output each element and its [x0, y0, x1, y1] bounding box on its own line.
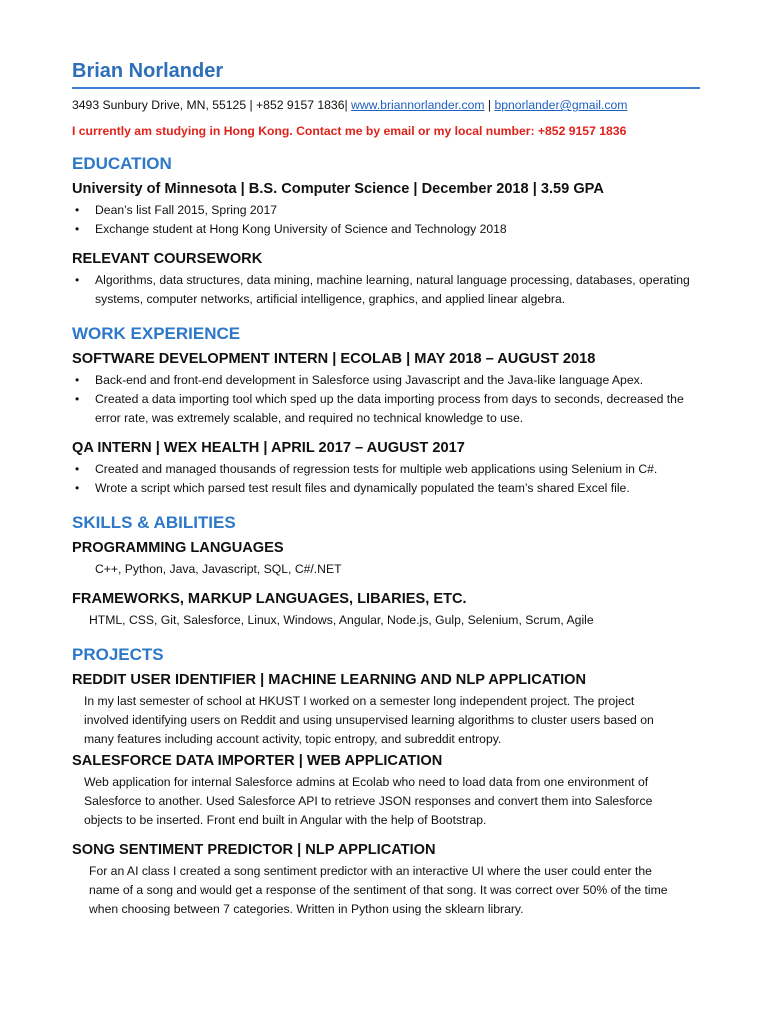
bullet-text: Dean’s list Fall 2015, Spring 2017	[95, 203, 278, 217]
project-description	[84, 692, 700, 749]
list-item: • Created and managed thousands of regression tests for multiple web applications using Selenium in C#.	[75, 462, 658, 476]
list-item: • Back-end and front-end development in Salesforce using Javascript and the Java-like language Apex.	[75, 373, 644, 387]
bullet-text: Created a data importing tool which sped up the data importing process from days to seconds, decreased the error rate, was extremely scalable, and required no technical knowledge to use.	[95, 392, 684, 425]
project-heading: REDDIT USER IDENTIFIER | MACHINE LEARNING AND NLP APPLICATION	[72, 672, 587, 688]
contact-separator: |	[484, 98, 495, 112]
degree-heading: University of Minnesota | B.S. Computer Science | December 2018 | 3.59 GPA	[72, 181, 604, 197]
project-description	[89, 862, 700, 919]
bullet-text: Back-end and front-end development in Salesforce using Javascript and the Java-like language Apex.	[95, 373, 644, 387]
text-line: many features including account activity, topic entropy, and subreddit entropy.	[84, 732, 502, 746]
list-item: • Dean’s list Fall 2015, Spring 2017	[75, 203, 278, 217]
education-title: EDUCATION	[72, 154, 172, 173]
education-bullets	[72, 201, 700, 239]
list-item: • Algorithms, data structures, data mining, machine learning, natural language processing, databases, operating systems, computer networks, artificial intelligence, graphics, and applied linear algebra.	[75, 273, 690, 306]
contact-notice: I currently am studying in Hong Kong. Contact me by email or my local number: +852 9157 1836	[72, 124, 627, 138]
email-link[interactable]: bpnorlander@gmail.com	[494, 98, 628, 112]
bullet-text: Exchange student at Hong Kong University of Science and Technology 2018	[95, 222, 507, 236]
job-bullets	[72, 460, 700, 498]
list-item: • Exchange student at Hong Kong University of Science and Technology 2018	[75, 222, 507, 236]
project-heading: SONG SENTIMENT PREDICTOR | NLP APPLICATION	[72, 842, 436, 858]
bullet-text: Wrote a script which parsed test result files and dynamically populated the team’s shared Excel file.	[95, 481, 630, 495]
coursework-heading: RELEVANT COURSEWORK	[72, 251, 263, 267]
contact-line	[72, 97, 700, 113]
header-rule	[72, 87, 700, 89]
text-line: Salesforce to another. Used Salesforce API to retrieve JSON responses and convert them into Salesforce	[84, 794, 653, 808]
address-text: 3493 Sunbury Drive, MN, 55125 | +852 9157 1836|	[72, 98, 352, 112]
website-link[interactable]: www.briannorlander.com	[351, 98, 485, 112]
candidate-name: Brian Norlander	[72, 60, 224, 82]
text-line: In my last semester of school at HKUST I worked on a semester long independent project. The project	[84, 694, 635, 708]
projects-title: PROJECTS	[72, 645, 164, 664]
project-heading: SALESFORCE DATA IMPORTER | WEB APPLICATION	[72, 753, 443, 769]
programming-list: C++, Python, Java, Javascript, SQL, C#/.NET	[95, 562, 342, 576]
frameworks-list: HTML, CSS, Git, Salesforce, Linux, Windows, Angular, Node.js, Gulp, Selenium, Scrum, Agile	[89, 613, 594, 627]
text-line: name of a song and would get a response of the sentiment of that song. It was correct over 50% of the time	[89, 883, 668, 897]
list-item: • Wrote a script which parsed test result files and dynamically populated the team’s shared Excel file.	[75, 481, 630, 495]
bullet-text: Created and managed thousands of regression tests for multiple web applications using Selenium in C#.	[95, 462, 658, 476]
skills-title: SKILLS & ABILITIES	[72, 513, 236, 532]
text-line: Web application for internal Salesforce admins at Ecolab who need to load data from one environment of	[84, 775, 649, 789]
text-line: involved identifying users on Reddit and using unsupervised learning algorithms to cluster users based on	[84, 713, 654, 727]
text-line: when choosing between 7 categories. Written in Python using the sklearn library.	[89, 902, 524, 916]
coursework-bullets	[72, 271, 700, 309]
work-title: WORK EXPERIENCE	[72, 324, 241, 343]
programming-heading: PROGRAMMING LANGUAGES	[72, 540, 284, 556]
job-bullets	[72, 371, 700, 428]
job-heading: QA INTERN | WEX HEALTH | APRIL 2017 – AUGUST 2017	[72, 440, 465, 456]
job-heading: SOFTWARE DEVELOPMENT INTERN | ECOLAB | MAY 2018 – AUGUST 2018	[72, 351, 596, 367]
bullet-text: Algorithms, data structures, data mining, machine learning, natural language processing, databases, operating systems, computer networks, artificial intelligence, graphics, and applied linear algebra.	[95, 273, 690, 306]
list-item: • Created a data importing tool which sped up the data importing process from days to seconds, decreased the error rate, was extremely scalable, and required no technical knowledge to use.	[75, 392, 684, 425]
text-line: For an AI class I created a song sentiment predictor with an interactive UI where the user could enter the	[89, 864, 652, 878]
text-line: objects to be inserted. Front end built in Angular with the help of Bootstrap.	[84, 813, 487, 827]
project-description	[84, 773, 700, 830]
frameworks-heading: FRAMEWORKS, MARKUP LANGUAGES, LIBARIES, ETC.	[72, 591, 467, 607]
